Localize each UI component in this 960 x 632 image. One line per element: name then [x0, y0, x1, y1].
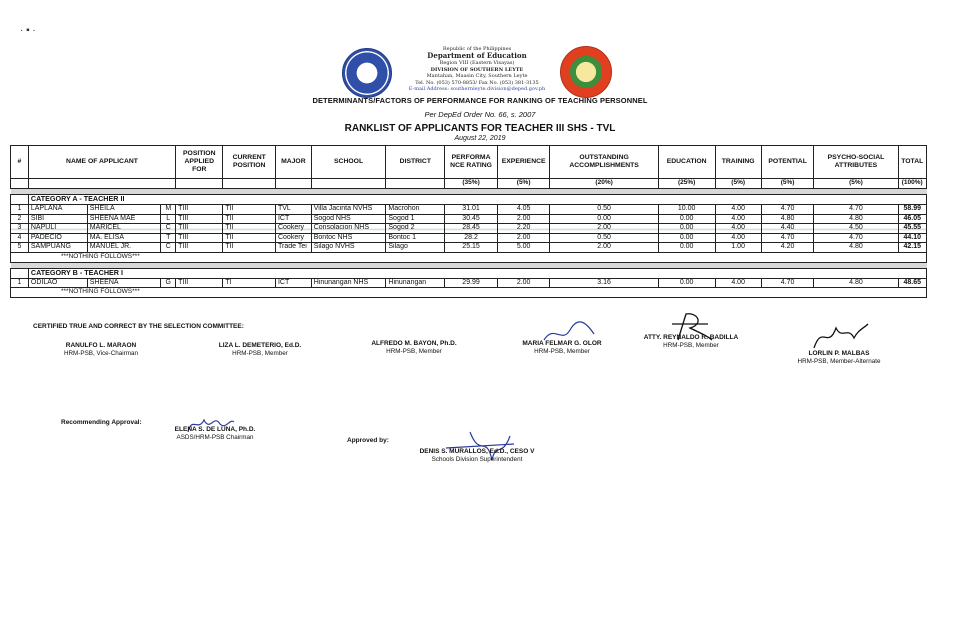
cell-experience: 2.00: [497, 278, 550, 288]
agency-letterhead: [394, 46, 560, 92]
cell-mi: T: [161, 233, 176, 243]
cell-outstanding: 0.00: [550, 214, 658, 224]
cell-school: Sogod NHS: [311, 214, 386, 224]
nothing-follows-row: [11, 288, 927, 298]
cell-position: TIII: [176, 224, 223, 234]
address-line: Mantahan, Maasin City, Southern Leyte: [426, 73, 528, 80]
table-row: [11, 205, 927, 215]
cell-performance: 30.45: [445, 214, 498, 224]
cell-major: TVL: [275, 205, 311, 215]
cell-major: Trade Tei: [275, 243, 311, 253]
col-training: TRAINING: [715, 146, 761, 179]
member-olor: [500, 340, 624, 356]
cell-last-name: SIBI: [28, 214, 87, 224]
member-name: RANULFO L. MARAON: [65, 342, 137, 349]
weight-total: (100%): [898, 179, 927, 189]
cell-position: TIII: [176, 214, 223, 224]
cell-education: 10.00: [658, 205, 715, 215]
cell-potential: 4.70: [761, 278, 814, 288]
cell-psycho: 4.70: [814, 233, 898, 243]
table-row: [11, 233, 927, 243]
weight-psycho: (5%): [814, 179, 898, 189]
cell-last-name: ODILAO: [28, 278, 87, 288]
weight-performance: (35%): [445, 179, 498, 189]
telfax-line: Tel. No. (053) 570-8853/ Fax No. (053) 381-3135: [415, 79, 539, 86]
determinants-title: DETERMINANTS/FACTORS OF PERFORMANCE FOR RANKING OF TEACHING PERSONNEL: [312, 96, 648, 105]
category-a-label: CATEGORY A - TEACHER II: [28, 195, 926, 205]
approver-name: DENIS S. MURALLOS, Ed.D., CESO V: [419, 448, 535, 455]
cell-performance: 29.99: [445, 278, 498, 288]
cell-mi: M: [161, 205, 176, 215]
signature-malbas: [808, 320, 872, 352]
weight-experience: (5%): [497, 179, 550, 189]
deped-seal-logo: [342, 48, 392, 98]
cell-outstanding: 0.50: [550, 233, 658, 243]
member-role: HRM-PSB, Member: [232, 350, 288, 357]
cell-district: Bontoc 1: [386, 233, 445, 243]
deped-order-subtitle: Per DepEd Order No. 66, s. 2007: [424, 110, 536, 119]
cell-experience: 2.20: [497, 224, 550, 234]
cell-psycho: 4.70: [814, 205, 898, 215]
header-row: [11, 146, 927, 179]
cell-first-name: SHEENA MAE: [87, 214, 161, 224]
cell-experience: 2.00: [497, 214, 550, 224]
cell-education: 0.00: [658, 243, 715, 253]
nothing-follows-b: ***NOTHING FOLLOWS***: [11, 288, 927, 298]
nothing-follows-row: [11, 252, 927, 262]
cell-school: Bontoc NHS: [311, 233, 386, 243]
cell-total: 46.05: [898, 214, 927, 224]
member-malbas: [774, 350, 904, 366]
member-name: LIZA L. DEMETERIO, Ed.D.: [218, 342, 302, 349]
cell-mi: G: [161, 278, 176, 288]
cell-num: 2: [11, 214, 29, 224]
table-row: [11, 243, 927, 253]
weight-education: (25%): [658, 179, 715, 189]
cell-mi: C: [161, 224, 176, 234]
col-education: EDUCATION: [658, 146, 715, 179]
cell-potential: 4.70: [761, 205, 814, 215]
cell-position: TIII: [176, 278, 223, 288]
cell-training: 4.00: [715, 214, 761, 224]
cell-education: 0.00: [658, 224, 715, 234]
col-potential: POTENTIAL: [761, 146, 814, 179]
member-role: HRM-PSB, Vice-Chairman: [63, 350, 139, 357]
cell-first-name: MANUEL JR.: [87, 243, 161, 253]
cell-position: TIII: [176, 205, 223, 215]
weights-row: [11, 179, 927, 189]
category-b-row: [11, 268, 927, 278]
approver-murallos: [418, 448, 536, 464]
col-name: NAME OF APPLICANT: [28, 146, 175, 179]
approved-by-label: Approved by:: [347, 437, 389, 444]
cell-current: TII: [223, 233, 276, 243]
cell-total: 58.99: [898, 205, 927, 215]
member-name: ALFREDO M. BAYON, Ph.D.: [371, 340, 457, 347]
cell-major: Cookery: [275, 224, 311, 234]
member-role: HRM-PSB, Member: [663, 342, 719, 349]
cell-district: Hinunangan: [386, 278, 445, 288]
member-badilla: [626, 334, 756, 350]
email-line: E-mail Address: southernleyte.division@deped.gov.ph: [408, 86, 546, 93]
ranklist-date: August 22, 2019: [454, 135, 506, 142]
cell-major: Cookery: [275, 233, 311, 243]
cell-current: TII: [223, 214, 276, 224]
cell-school: Silago NVHS: [311, 243, 386, 253]
department-line: Department of Education: [427, 51, 527, 61]
weight-training: (5%): [715, 179, 761, 189]
cell-potential: 4.70: [761, 233, 814, 243]
scan-specks: · ▪ ·: [20, 25, 36, 36]
cell-training: 1.00: [715, 243, 761, 253]
member-name: LORLIN P. MALBAS: [808, 350, 870, 357]
cell-total: 44.10: [898, 233, 927, 243]
cell-potential: 4.40: [761, 224, 814, 234]
approver-role: Schools Division Superintendent: [431, 456, 523, 463]
cell-mi: C: [161, 243, 176, 253]
certification-statement: CERTIFIED TRUE AND CORRECT BY THE SELECTION COMMITTEE:: [33, 323, 244, 330]
col-position: POSITION APPLIED FOR: [176, 146, 223, 179]
cell-experience: 2.00: [497, 233, 550, 243]
cell-major: ICT: [275, 214, 311, 224]
cell-potential: 4.20: [761, 243, 814, 253]
col-num: #: [11, 146, 29, 179]
cell-psycho: 4.80: [814, 243, 898, 253]
division-line: DIVISION OF SOUTHERN LEYTE: [430, 66, 524, 73]
cell-outstanding: 2.00: [550, 243, 658, 253]
cell-psycho: 4.80: [814, 278, 898, 288]
cell-training: 4.00: [715, 278, 761, 288]
member-bayon: [352, 340, 476, 356]
cell-num: 3: [11, 224, 29, 234]
ranklist-table: [10, 145, 927, 298]
cell-district: Silago: [386, 243, 445, 253]
cell-experience: 5.00: [497, 243, 550, 253]
cell-training: 4.00: [715, 205, 761, 215]
col-experience: EXPERIENCE: [497, 146, 550, 179]
recommender-de-luna: [160, 426, 270, 442]
category-a-row: [11, 195, 927, 205]
member-maraon: [46, 342, 156, 358]
col-district: DISTRICT: [386, 146, 445, 179]
member-role: HRM-PSB, Member: [534, 348, 590, 355]
cell-first-name: MARICEL: [87, 224, 161, 234]
col-school: SCHOOL: [311, 146, 386, 179]
cell-first-name: SHEENA: [87, 278, 161, 288]
weight-outstanding: (20%): [550, 179, 658, 189]
cell-education: 0.00: [658, 278, 715, 288]
cell-experience: 4.05: [497, 205, 550, 215]
col-total: TOTAL: [898, 146, 927, 179]
col-performance: PERFORMA NCE RATING: [445, 146, 498, 179]
cell-last-name: PADECIO: [28, 233, 87, 243]
cell-total: 48.65: [898, 278, 927, 288]
cell-last-name: NAPULI: [28, 224, 87, 234]
cell-performance: 31.01: [445, 205, 498, 215]
cell-mi: L: [161, 214, 176, 224]
cell-psycho: 4.80: [814, 214, 898, 224]
cell-psycho: 4.50: [814, 224, 898, 234]
table-row: [11, 224, 927, 234]
cell-education: 0.00: [658, 233, 715, 243]
member-role: HRM-PSB, Member-Alternate: [797, 358, 881, 365]
recommender-name: ELENA S. DE LUNA, Ph.D.: [174, 426, 256, 433]
category-b-label: CATEGORY B - TEACHER I: [28, 268, 926, 278]
cell-school: Villa Jacinta NVHS: [311, 205, 386, 215]
member-name: ATTY. REYNALDO R. BADILLA: [643, 334, 739, 341]
cell-performance: 25.15: [445, 243, 498, 253]
cell-position: TIII: [176, 243, 223, 253]
col-psycho: PSYCHO-SOCIAL ATTRIBUTES: [814, 146, 898, 179]
cell-school: Consolacion NHS: [311, 224, 386, 234]
cell-district: Sogod 2: [386, 224, 445, 234]
member-role: HRM-PSB, Member: [386, 348, 442, 355]
member-name: MARIA FELMAR G. OLOR: [522, 340, 602, 347]
cell-training: 4.00: [715, 224, 761, 234]
col-current: CURRENT POSITION: [223, 146, 276, 179]
cell-district: Sogod 1: [386, 214, 445, 224]
col-outstanding: OUTSTANDING ACCOMPLISHMENTS: [550, 146, 658, 179]
cell-outstanding: 0.50: [550, 205, 658, 215]
cell-first-name: SHEILA: [87, 205, 161, 215]
weight-potential: (5%): [761, 179, 814, 189]
cell-last-name: LAPLANA: [28, 205, 87, 215]
ranklist-title: RANKLIST OF APPLICANTS FOR TEACHER III SHS - TVL: [344, 123, 616, 134]
cell-num: 5: [11, 243, 29, 253]
cell-district: Macrohon: [386, 205, 445, 215]
cell-current: TI: [223, 278, 276, 288]
recommending-approval-label: Recommending Approval:: [61, 419, 142, 426]
division-seal-logo: [560, 46, 612, 98]
cell-total: 45.55: [898, 224, 927, 234]
member-demeterio: [200, 342, 320, 358]
cell-school: Hinunangan NHS: [311, 278, 386, 288]
table-row: [11, 278, 927, 288]
cell-last-name: SAMPUANG: [28, 243, 87, 253]
cell-total: 42.15: [898, 243, 927, 253]
cell-major: ICT: [275, 278, 311, 288]
recommender-role: ASDS/HRM-PSB Chairman: [176, 434, 254, 441]
cell-current: TII: [223, 224, 276, 234]
cell-num: 4: [11, 233, 29, 243]
cell-education: 0.00: [658, 214, 715, 224]
cell-performance: 28.45: [445, 224, 498, 234]
col-major: MAJOR: [275, 146, 311, 179]
table-row: [11, 214, 927, 224]
cell-first-name: MA. ELISA: [87, 233, 161, 243]
cell-current: TII: [223, 205, 276, 215]
cell-num: 1: [11, 278, 29, 288]
cell-performance: 28.2: [445, 233, 498, 243]
cell-num: 1: [11, 205, 29, 215]
region-line: Region VIII (Eastern Visayas): [439, 60, 515, 67]
republic-line: Republic of the Philippines: [442, 46, 512, 52]
cell-training: 4.00: [715, 233, 761, 243]
cell-current: TII: [223, 243, 276, 253]
cell-potential: 4.80: [761, 214, 814, 224]
cell-outstanding: 3.16: [550, 278, 658, 288]
cell-outstanding: 2.00: [550, 224, 658, 234]
nothing-follows-a: ***NOTHING FOLLOWS***: [11, 252, 927, 262]
cell-position: TIII: [176, 233, 223, 243]
